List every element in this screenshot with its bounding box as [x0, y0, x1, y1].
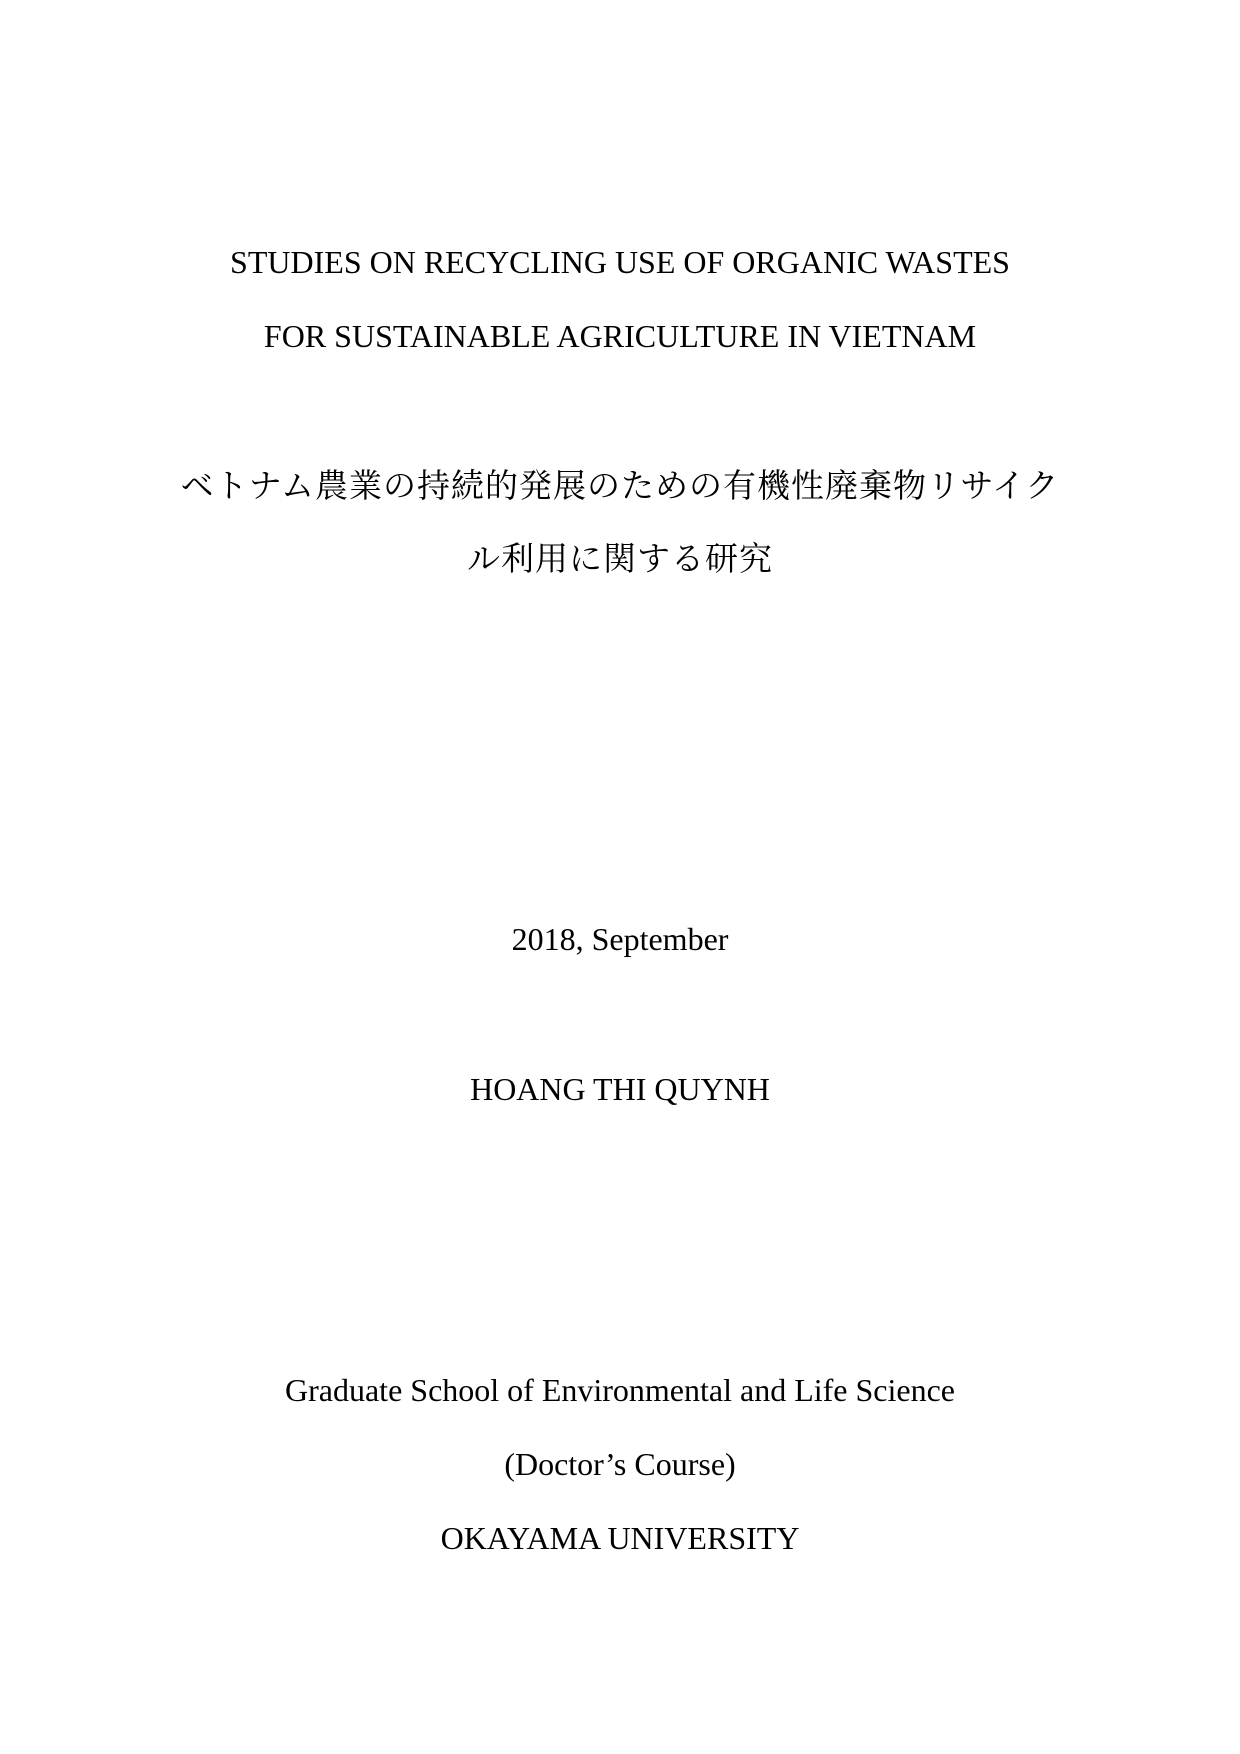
university-name: OKAYAMA UNIVERSITY: [440, 1520, 800, 1556]
course-type: (Doctor’s Course): [504, 1446, 736, 1482]
japanese-title-line-1: ベトナム農業の持続的発展のための有機性廃棄物リサイク: [180, 466, 1060, 505]
submission-date: 2018, September: [511, 921, 729, 957]
english-title-line-2: FOR SUSTAINABLE AGRICULTURE IN VIETNAM: [263, 318, 977, 354]
japanese-title-line-2: ル利用に関する研究: [467, 539, 773, 578]
author-name: HOANG THI QUYNH: [470, 1071, 770, 1107]
graduate-school: Graduate School of Environmental and Life Science: [285, 1372, 955, 1408]
english-title-line-1: STUDIES ON RECYCLING USE OF ORGANIC WASTES: [230, 244, 1010, 280]
